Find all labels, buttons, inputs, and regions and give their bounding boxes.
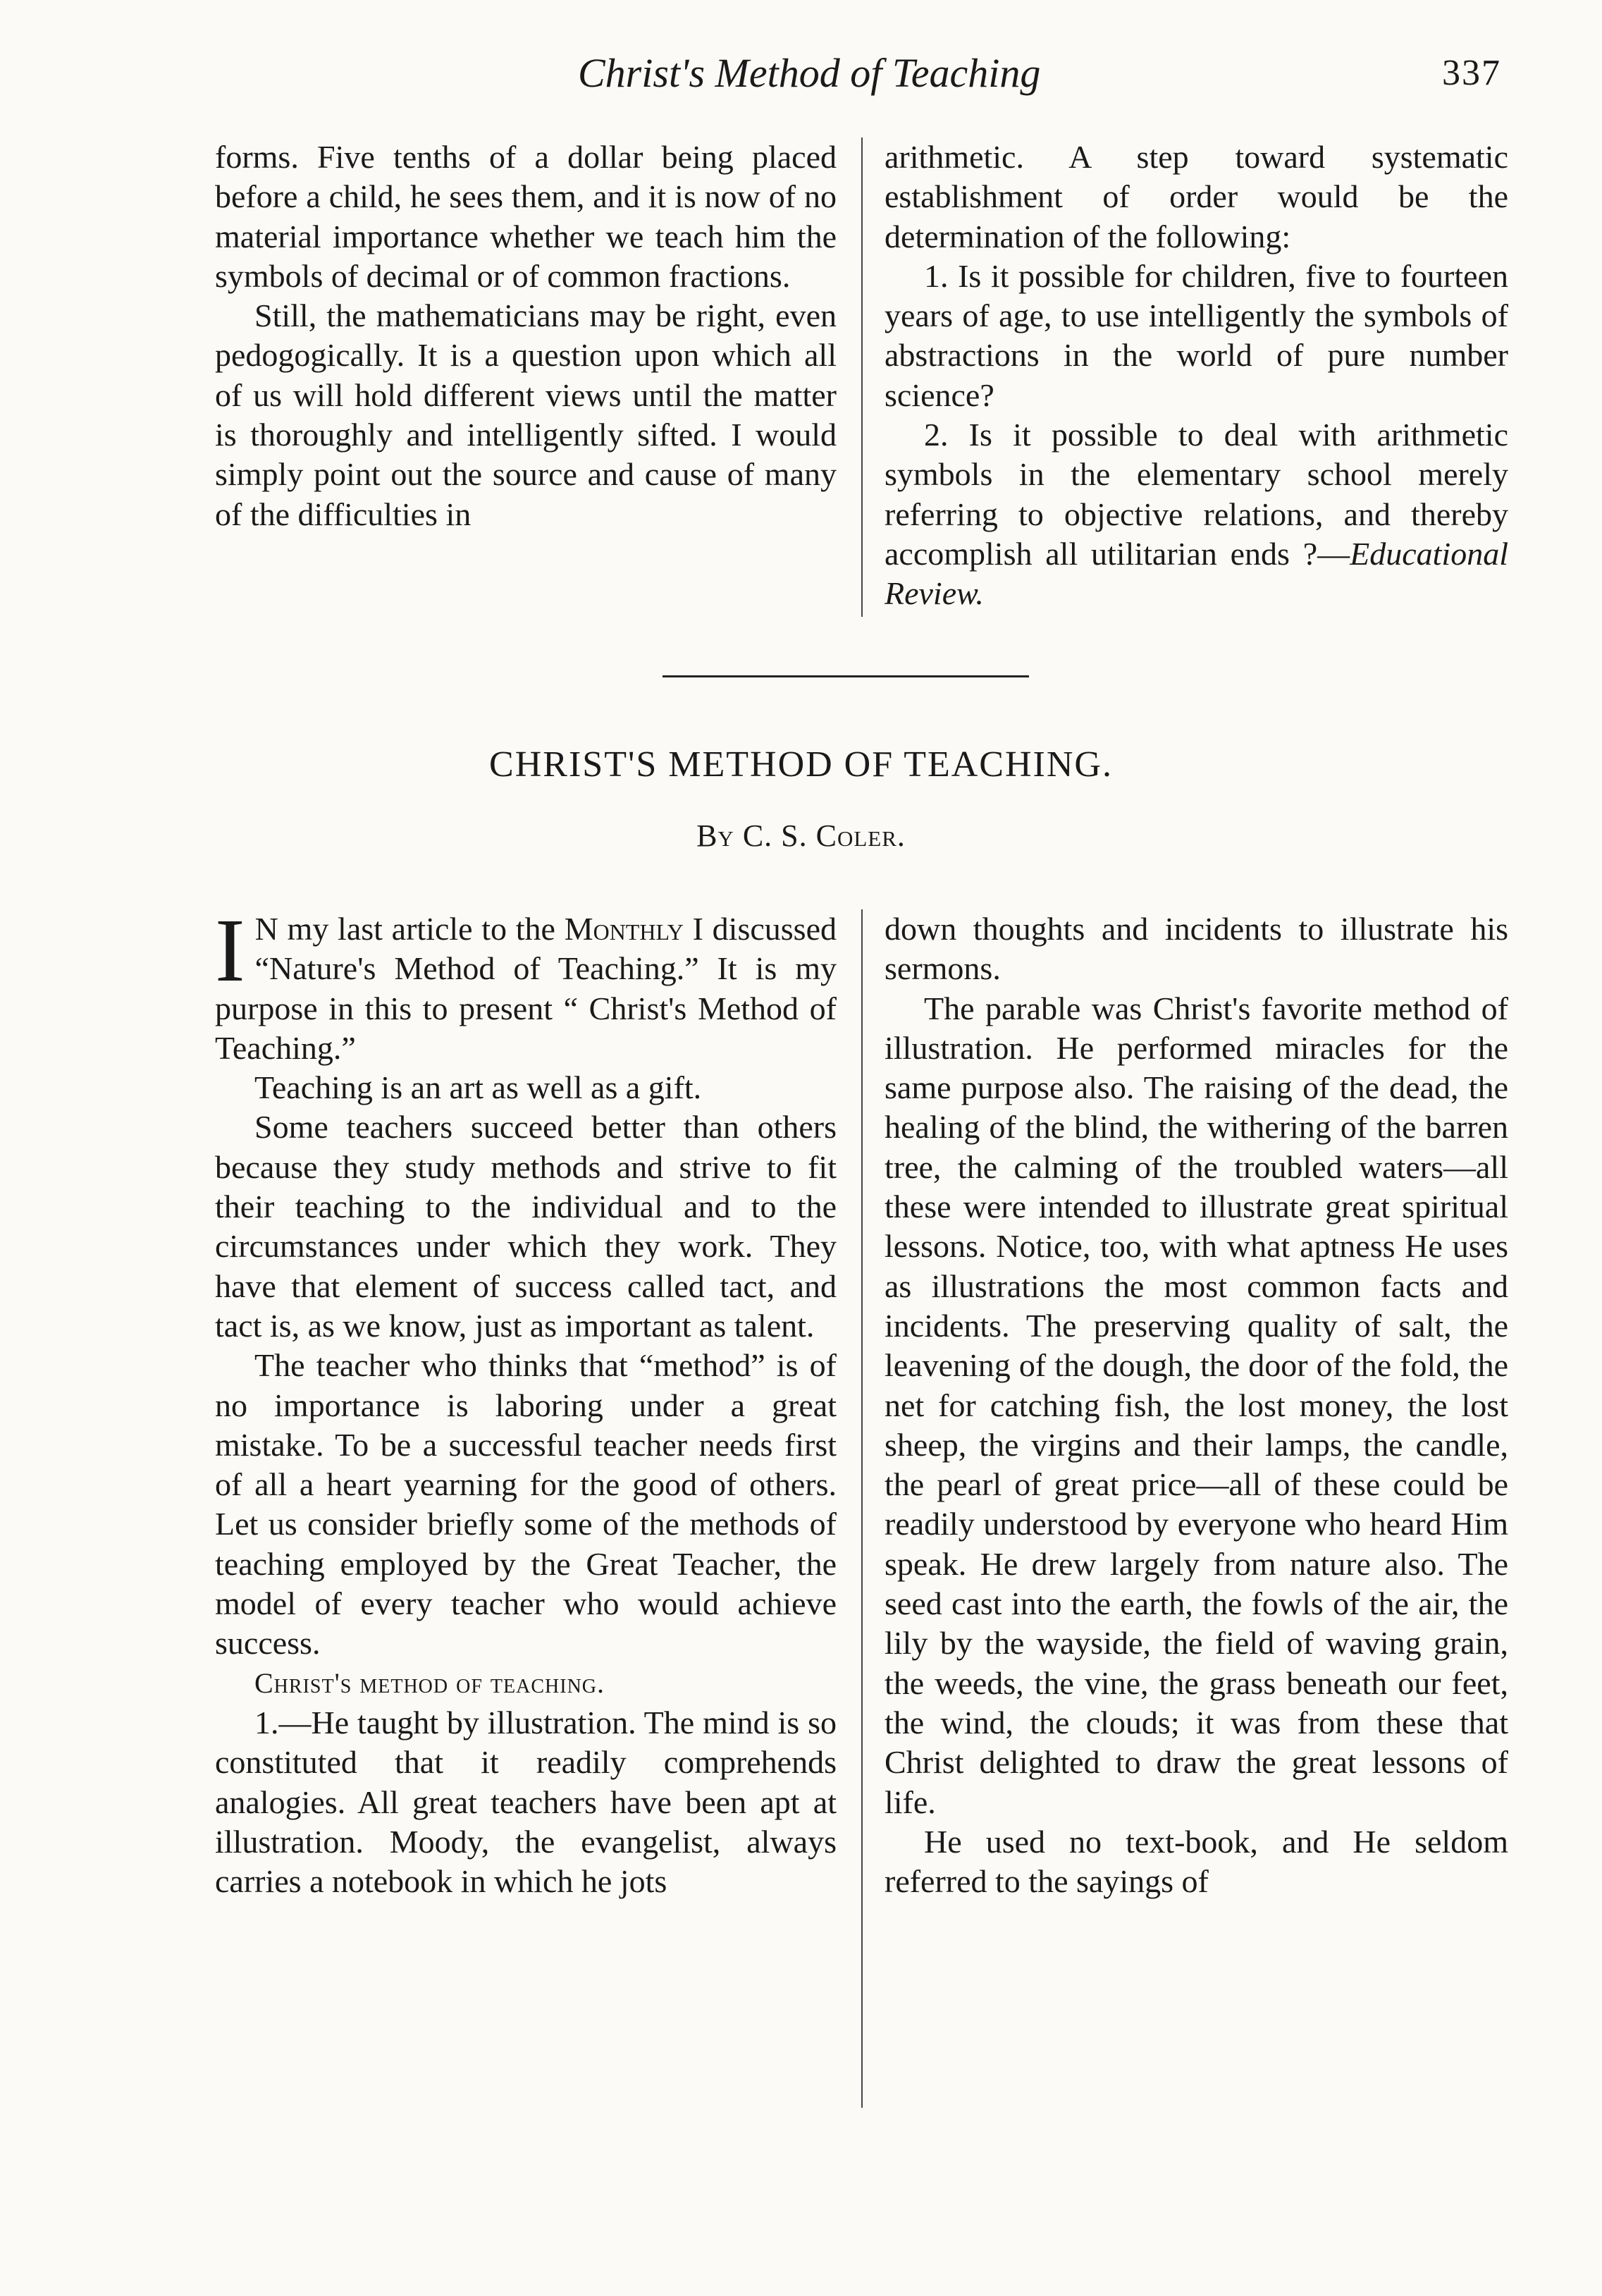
intro-text: N my last article to the	[254, 911, 555, 947]
paragraph: Still, the mathematicians may be right, even pedogogically. It is a question upon which all of us will hold different views until the matter is thoroughly and intelligently sifted. I would simply point out the source and cause of many of the difficulties in	[215, 297, 837, 532]
prev-article-right-column	[885, 137, 1508, 614]
section-subhead: Christ's method of teaching.	[254, 1666, 605, 1699]
paragraph: He used no text-book, and He seldom referred to the sayings of	[885, 1823, 1508, 1900]
column-divider	[861, 137, 863, 617]
page-number: 337	[1442, 53, 1501, 93]
byline: By C. S. Coler.	[696, 818, 906, 853]
paragraph: down thoughts and incidents to illustrate his sermons.	[885, 911, 1508, 987]
paragraph: 1.—He taught by illustration. The mind is so constituted that it readily comprehends analogies. All great teachers have been apt at illustration. Moody, the evangelist, always carries a notebook in which he jots	[215, 1704, 837, 1900]
monthly-title: Monthly	[564, 911, 684, 947]
section-separator	[663, 675, 1029, 677]
drop-cap: I	[215, 900, 245, 1000]
numbered-question	[885, 415, 1508, 613]
source-citation: Educational Review.	[885, 535, 1508, 612]
article-title: CHRIST'S METHOD OF TEACHING.	[489, 744, 1113, 785]
running-title: Christ's Method of Teaching	[578, 50, 1041, 96]
paragraph: forms. Five tenths of a dollar being placed before a child, he sees them, and it is now of no material importance whether we teach him the symbols of decimal or of common fractions.	[215, 139, 837, 294]
paragraph: Some teachers succeed better than others because they study methods and strive to fit their teaching to the individual and to the circumstances under which they work. They have that element of success called tact, and tact is, as we know, just as important as talent.	[215, 1109, 837, 1344]
prev-article-left-column	[215, 137, 837, 534]
intro-text-cont: I discussed “Nature's Method of Teaching.” It is my purpose in this to present “ Christ's Method of Teaching.”	[215, 911, 837, 1066]
numbered-question: 1. Is it possible for children, five to fourteen years of age, to use intelligently the symbols of abstractions in the world of pure number science?	[885, 257, 1508, 413]
column-divider	[861, 909, 863, 2108]
article-right-column	[885, 909, 1508, 1901]
question-text: 2. Is it possible to deal with arithmetic symbols in the elementary school merely referring to objective relations, and thereby accomplish all utilitarian ends ?—	[885, 417, 1508, 572]
running-head	[211, 49, 1501, 106]
paragraph: The parable was Christ's favorite method of illustration. He performed miracles for the same purpose also. The raising of the dead, the healing of the blind, the withering of the barren tree, the calming of the troubled waters—all these were intended to illustrate great spiritual lessons. Notice, too, with what aptness He uses as illustrations the most common facts and incidents. The preserving quality of salt, the leavening of the dough, the door of the fold, the net for catching fish, the lost money, the lost sheep, the virgins and their lamps, the candle, the pearl of great price—all of these could be readily understood by everyone who heard Him speak. He drew largely from nature also. The seed cast into the earth, the fowls of the air, the lily by the wayside, the field of waving grain, the weeds, the vine, the grass beneath our feet, the wind, the clouds; it was from these that Christ delighted to draw the great lessons of life.	[885, 990, 1508, 1820]
paragraph: Teaching is an art as well as a gift.	[254, 1069, 702, 1106]
intro-paragraph	[215, 900, 837, 1068]
paragraph: The teacher who thinks that “method” is of no importance is laboring under a great mistake. To be a successful teacher needs first of all a heart yearning for the good of others. Let us consider briefly some of the methods of teaching employed by the Great Teacher, the model of every teacher who would achieve success.	[215, 1347, 837, 1662]
article-left-column	[215, 900, 837, 1901]
paragraph: arithmetic. A step toward systematic establishment of order would be the determination of the following:	[885, 139, 1508, 254]
